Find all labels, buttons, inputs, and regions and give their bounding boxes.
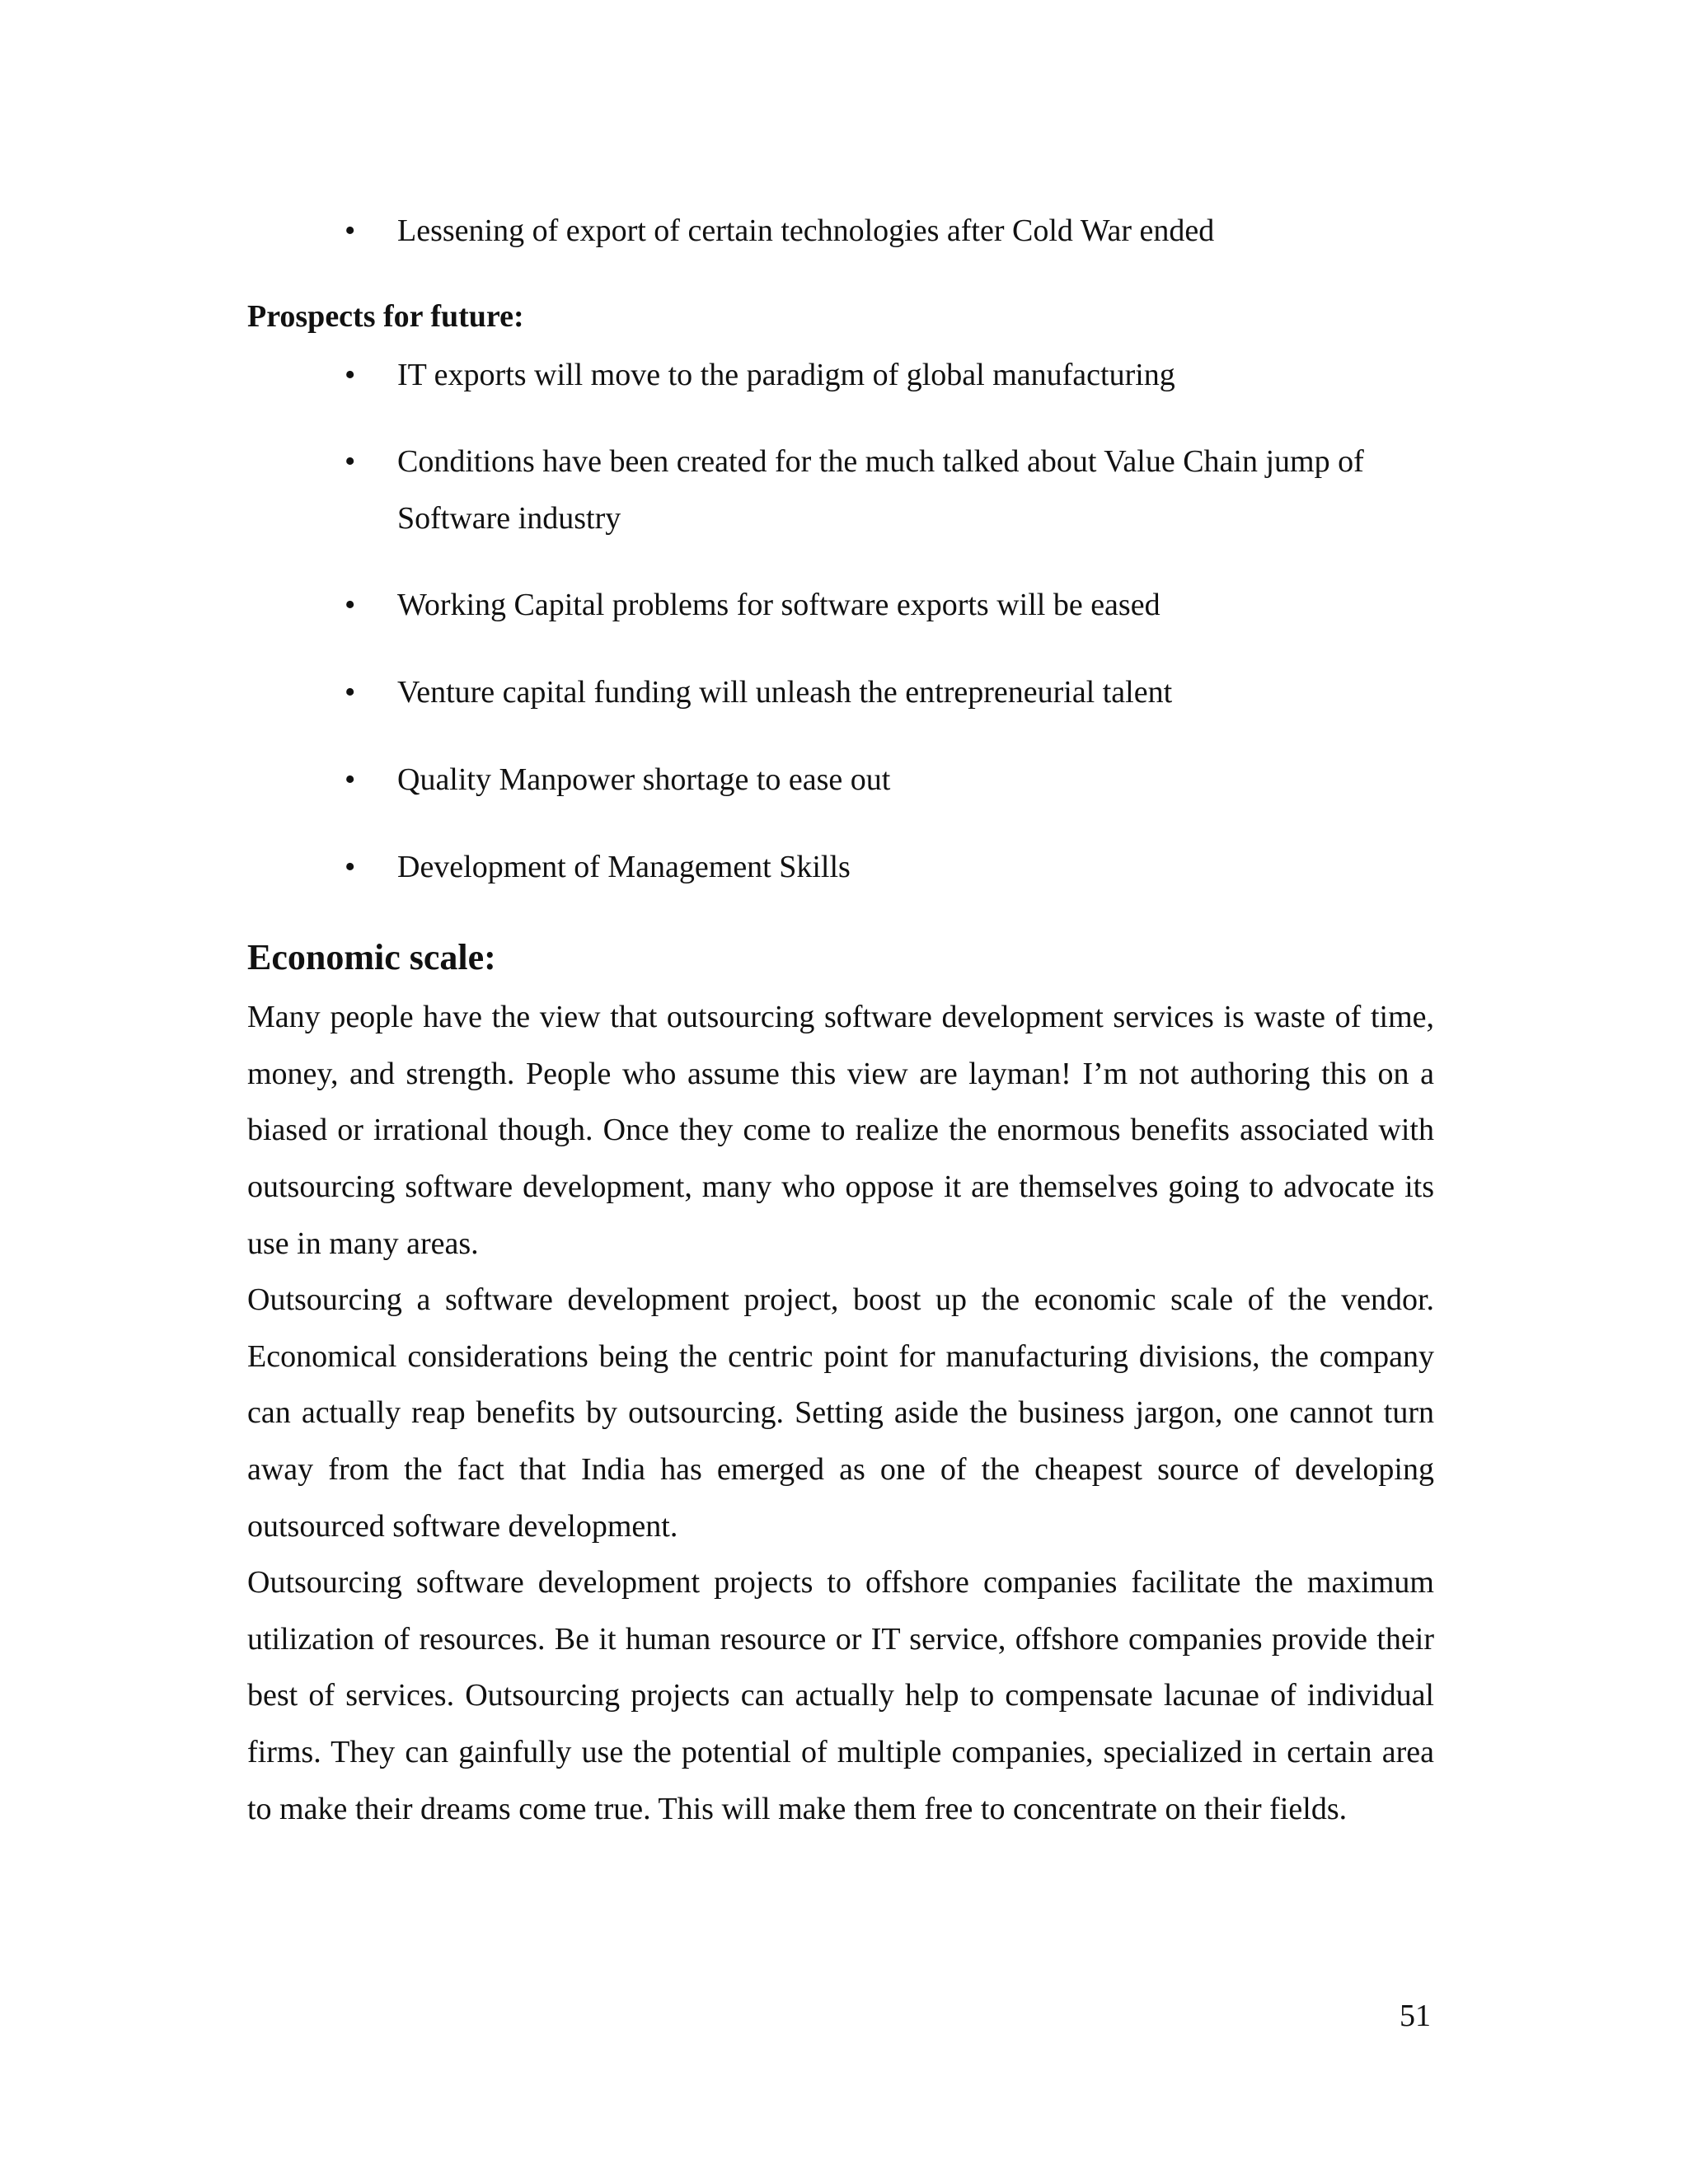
list-item [346,752,1438,808]
list-item-text: Working Capital problems for software exports will be eased [397,588,1160,622]
list-item-text: Conditions have been created for the much talked about Value Chain jump of Software industry [397,444,1364,536]
list-item [346,664,1438,721]
prospects-heading: Prospects for future: [247,299,524,334]
paragraph: Outsourcing software development projects to offshore companies facilitate the maximum utilization of resources. Be it human resource or IT service, offshore companies provide their best of services. Outsourcing projects can actually help to compensate lacunae of individual firms. They can gainfully use the potential of multiple companies, specialized in certain area to make their dreams come true. This will make them free to concentrate on their fields. [247,1565,1434,1826]
paragraph: Many people have the view that outsourcing software development services is waste of time, money, and strength. People who assume this view are layman! I’m not authoring this on a biased or irrational though. Once they come to realize the enormous benefits associated with outsourcing software development, many who oppose it are themselves going to advocate its use in many areas. [247,1000,1434,1261]
section-heading: Economic scale: [247,937,496,977]
list-item-text: Lessening of export of certain technologies after Cold War ended [397,213,1215,248]
bullet-icon: • [345,444,356,479]
page-number: 51 [1400,1999,1431,2033]
list-item [346,434,1438,547]
paragraph: Outsourcing a software development project, boost up the economic scale of the vendor. Economical considerations being the centric point for manufacturing divisions, the company can actually reap benefits by outsourcing. Setting aside the business jargon, one cannot turn away from the fact that India has emerged as one of the cheapest source of developing outsourced software development. [247,1282,1434,1544]
list-item [346,577,1438,634]
list-item [346,203,1438,260]
list-item-text: IT exports will move to the paradigm of global manufacturing [397,358,1175,392]
list-item [346,347,1438,404]
list-item-text: Quality Manpower shortage to ease out [397,762,891,797]
list-item-text: Development of Management Skills [397,850,851,884]
bullet-icon: • [345,762,356,797]
bullet-icon: • [345,588,356,622]
bullet-icon: • [345,213,356,248]
bullet-icon: • [345,675,356,710]
bullet-icon: • [345,358,356,392]
list-item-text: Venture capital funding will unleash the entrepreneurial talent [397,675,1173,710]
list-item [346,839,1438,896]
bullet-icon: • [345,850,356,884]
